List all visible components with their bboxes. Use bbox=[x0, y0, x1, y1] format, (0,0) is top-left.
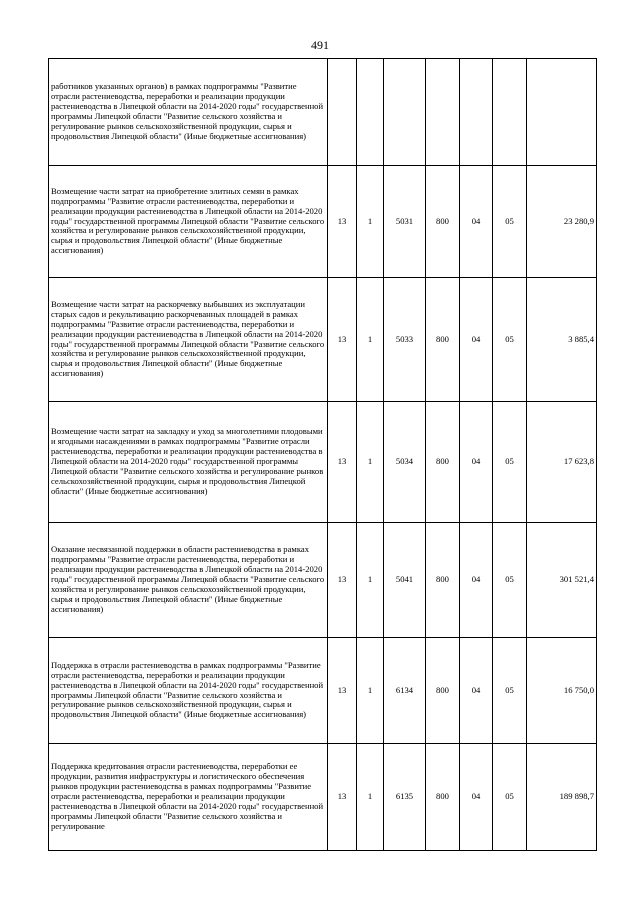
program-code-cell: 13 bbox=[328, 166, 357, 278]
program-code-cell: 13 bbox=[328, 744, 357, 851]
subsection-code-cell bbox=[493, 59, 527, 166]
page-number: 491 bbox=[311, 38, 329, 52]
description-cell: Оказание несвязанной поддержки в области растениеводства в рамках подпрограммы "Развитие отрасли растениеводства, переработки и реализации продукции растениеводства в Липецкой области на 2014-2020 годы" государственной программы Липецкой области "Развитие сельского хозяйства и регулирование рынков сельскохозяйственной продукции, сырья и продовольствия Липецкой области" (Иные бюджетные ассигнования) bbox=[49, 523, 328, 638]
section-code-cell: 04 bbox=[460, 523, 493, 638]
subsection-code-cell: 05 bbox=[493, 278, 527, 402]
expense-type-cell: 800 bbox=[426, 166, 460, 278]
direction-code-cell: 5034 bbox=[384, 402, 426, 523]
table-row bbox=[49, 402, 597, 523]
direction-code-cell: 6135 bbox=[384, 744, 426, 851]
section-code-cell bbox=[460, 59, 493, 166]
section-code-cell: 04 bbox=[460, 278, 493, 402]
section-code-cell: 04 bbox=[460, 402, 493, 523]
table-row bbox=[49, 166, 597, 278]
section-code-cell: 04 bbox=[460, 166, 493, 278]
subsection-code-cell: 05 bbox=[493, 523, 527, 638]
direction-code-cell: 5041 bbox=[384, 523, 426, 638]
amount-cell: 301 521,4 bbox=[527, 523, 597, 638]
amount-cell: 189 898,7 bbox=[527, 744, 597, 851]
description-cell: работников указанных органов) в рамках подпрограммы "Развитие отрасли растениеводства, переработки и реализации продукции растениеводства в Липецкой области на 2014-2020 годы" государственной программы Липецкой области "Развитие сельского хозяйства и регулирование рынков сельскохозяйственной продукции, сырья и продовольствия Липецкой области" (Иные бюджетные ассигнования) bbox=[49, 59, 328, 166]
expense-type-cell: 800 bbox=[426, 638, 460, 744]
expense-type-cell: 800 bbox=[426, 523, 460, 638]
expense-type-cell: 800 bbox=[426, 744, 460, 851]
amount-cell: 23 280,9 bbox=[527, 166, 597, 278]
subsection-code-cell: 05 bbox=[493, 744, 527, 851]
subprogram-code-cell: 1 bbox=[357, 523, 384, 638]
subprogram-code-cell bbox=[357, 59, 384, 166]
direction-code-cell: 6134 bbox=[384, 638, 426, 744]
description-cell: Поддержка в отрасли растениеводства в рамках подпрограммы "Развитие отрасли растениеводства, переработки и реализации продукции растениеводства в Липецкой области на 2014-2020 годы" государственной программы Липецкой области "Развитие сельского хозяйства и регулирование рынков сельскохозяйственной продукции, сырья и продовольствия Липецкой области" (Иные бюджетные ассигнования) bbox=[49, 638, 328, 744]
table-body bbox=[49, 59, 597, 851]
amount-cell: 16 750,0 bbox=[527, 638, 597, 744]
table-row bbox=[49, 744, 597, 851]
subprogram-code-cell: 1 bbox=[357, 638, 384, 744]
program-code-cell: 13 bbox=[328, 523, 357, 638]
direction-code-cell: 5033 bbox=[384, 278, 426, 402]
program-code-cell: 13 bbox=[328, 402, 357, 523]
subprogram-code-cell: 1 bbox=[357, 278, 384, 402]
table-row bbox=[49, 523, 597, 638]
subprogram-code-cell: 1 bbox=[357, 166, 384, 278]
description-cell: Возмещение части затрат на раскорчевку выбывших из эксплуатации старых садов и рекультивацию раскорчеванных площадей в рамках подпрограммы "Развитие отрасли растениеводства, переработки и реализации продукции растениеводства в Липецкой области на 2014-2020 годы" государственной программы Липецкой области "Развитие сельского хозяйства и регулирование рынков сельскохозяйственной продукции, сырья и продовольствия Липецкой области" (Иные бюджетные ассигнования) bbox=[49, 278, 328, 402]
program-code-cell: 13 bbox=[328, 278, 357, 402]
subprogram-code-cell: 1 bbox=[357, 744, 384, 851]
subprogram-code-cell: 1 bbox=[357, 402, 384, 523]
description-cell: Поддержка кредитования отрасли растениеводства, переработки ее продукции, развития инфраструктуры и логистического обеспечения рынков продукции растениеводства в рамках подпрограммы "Развитие отрасли растениеводства, переработки и реализации продукции растениеводства в Липецкой области на 2014-2020 годы" государственной программы Липецкой области "Развитие сельского хозяйства и регулирование bbox=[49, 744, 328, 851]
description-cell: Возмещение части затрат на приобретение элитных семян в рамках подпрограммы "Развитие отрасли растениеводства, переработки и реализации продукции растениеводства в Липецкой области на 2014-2020 годы" государственной программы Липецкой области "Развитие сельского хозяйства и регулирование рынков сельскохозяйственной продукции, сырья и продовольствия Липецкой области" (Иные бюджетные ассигнования) bbox=[49, 166, 328, 278]
table-row bbox=[49, 278, 597, 402]
expense-type-cell bbox=[426, 59, 460, 166]
program-code-cell bbox=[328, 59, 357, 166]
table-row bbox=[49, 59, 597, 166]
amount-cell bbox=[527, 59, 597, 166]
amount-cell: 17 623,8 bbox=[527, 402, 597, 523]
expense-type-cell: 800 bbox=[426, 278, 460, 402]
subsection-code-cell: 05 bbox=[493, 166, 527, 278]
description-cell: Возмещение части затрат на закладку и уход за многолетними плодовыми и ягодными насаждениями в рамках подпрограммы "Развитие отрасли растениеводства, переработки и реализации продукции растениеводства в Липецкой области на 2014-2020 годы" государственной программы Липецкой области "Развитие сельского хозяйства и регулирование рынков сельскохозяйственной продукции, сырья и продовольствия Липецкой области" (Иные бюджетные ассигнования) bbox=[49, 402, 328, 523]
program-code-cell: 13 bbox=[328, 638, 357, 744]
subsection-code-cell: 05 bbox=[493, 402, 527, 523]
expense-type-cell: 800 bbox=[426, 402, 460, 523]
subsection-code-cell: 05 bbox=[493, 638, 527, 744]
budget-table bbox=[48, 58, 597, 851]
section-code-cell: 04 bbox=[460, 638, 493, 744]
section-code-cell: 04 bbox=[460, 744, 493, 851]
direction-code-cell: 5031 bbox=[384, 166, 426, 278]
table-row bbox=[49, 638, 597, 744]
direction-code-cell bbox=[384, 59, 426, 166]
amount-cell: 3 885,4 bbox=[527, 278, 597, 402]
